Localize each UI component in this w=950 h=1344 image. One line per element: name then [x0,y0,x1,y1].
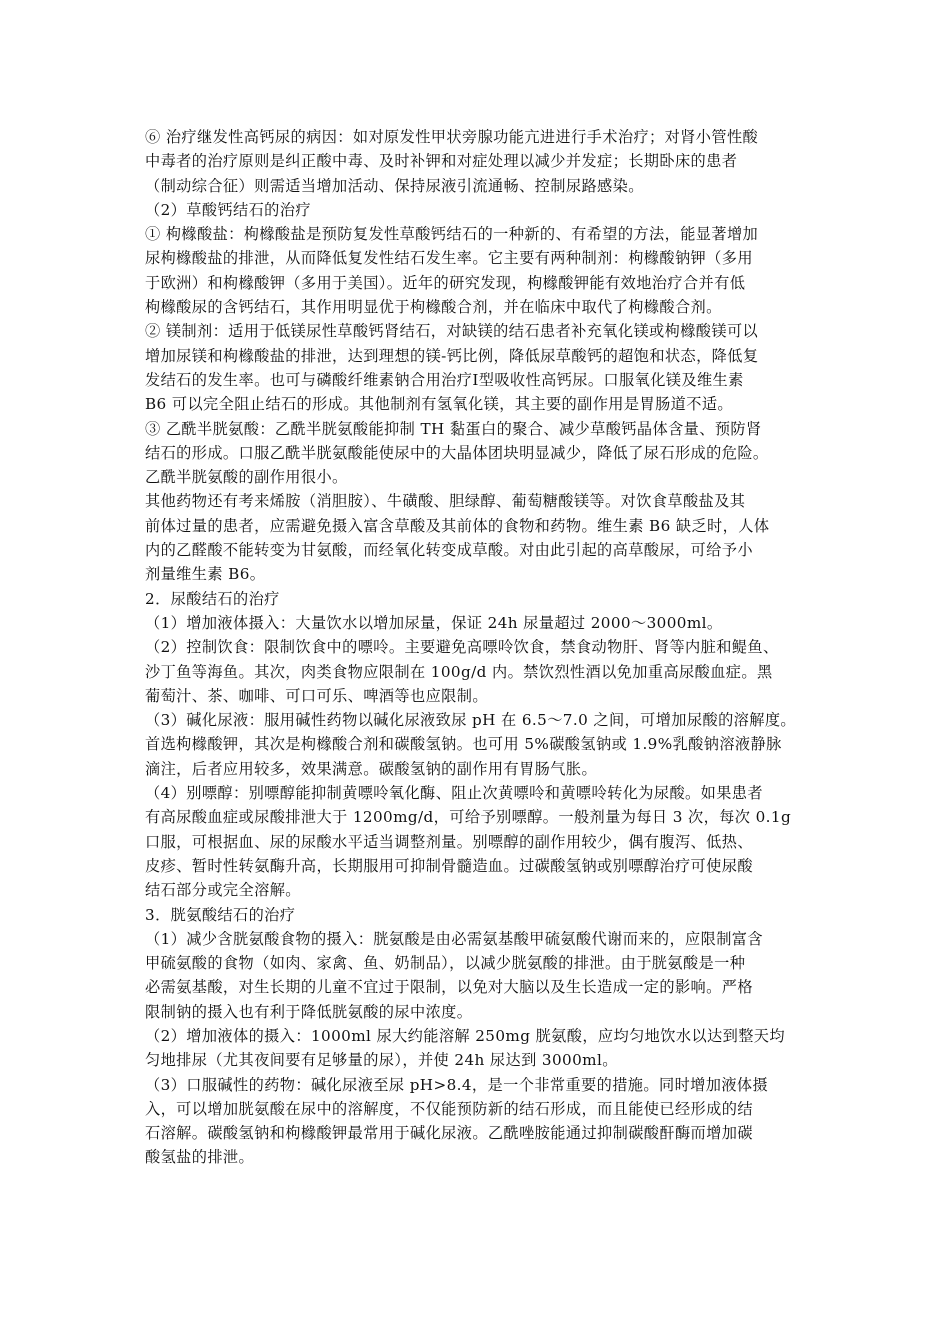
text-line: 入，可以增加胱氨酸在尿中的溶解度，不仅能预防新的结石形成，而且能使已经形成的结 [145,1099,753,1118]
text-line: ⑥ 治疗继发性高钙尿的病因：如对原发性甲状旁腺功能亢进进行手术治疗；对肾小管性酸 [145,128,759,146]
text-line: 石溶解。碳酸氢钠和枸橼酸钾最常用于碱化尿液。乙酰唑胺能通过抑制碳酸酐酶而增加碳 [145,1124,753,1143]
text-line: 结石部分或完全溶解。 [145,881,301,900]
text-line: B6 可以完全阻止结石的形成。其他制剂有氢氧化镁，其主要的副作用是胃肠道不适。 [145,395,734,414]
text-line: （1）增加液体摄入：大量饮水以增加尿量，保证 24h 尿量超过 2000～3000ml。 [145,613,723,632]
text-line: 有高尿酸血症或尿酸排泄大于 1200mg/d，可给予别嘌醇。一般剂量为每日 3 次，每次 0.1g [145,808,792,827]
text-line: 酸氢盐的排泄。 [145,1148,255,1167]
text-line: 增加尿镁和枸橼酸盐的排泄，达到理想的镁-钙比例，降低尿草酸钙的超饱和状态，降低复 [145,346,759,365]
text-line: 内的乙醛酸不能转变为甘氨酸，而经氧化转变成草酸。对由此引起的高草酸尿，可给予小 [145,541,753,560]
text-line: ② 镁制剂：适用于低镁尿性草酸钙肾结石，对缺镁的结石患者补充氧化镁或枸橼酸镁可以 [145,322,759,341]
text-line: 于欧洲）和枸橼酸钾（多用于美国）。近年的研究发现，枸橼酸钾能有效地治疗合并有低 [145,273,746,292]
text-line: 匀地排尿（尤其夜间要有足够量的尿），并使 24h 尿达到 3000ml。 [145,1051,618,1070]
section-heading: 3．胱氨酸结石的治疗 [145,905,296,924]
text-line: ③ 乙酰半胱氨酸：乙酰半胱氨酸能抑制 TH 黏蛋白的聚合、减少草酸钙晶体含量、预防肾 [145,419,762,438]
text-line: 必需氨基酸，对生长期的儿童不宜过于限制，以免对大脑以及生长造成一定的影响。严格 [145,978,753,997]
text-line: 沙丁鱼等海鱼。其次，肉类食物应限制在 100g/d 内。禁饮烈性酒以免加重高尿酸血症。黑 [145,662,773,681]
text-line: 首选枸橼酸钾，其次是枸橼酸合剂和碳酸氢钠。也可用 5%碳酸氢钠或 1.9%乳酸钠溶液静脉 [145,735,782,754]
text-line: （制动综合征）则需适当增加活动、保持尿液引流通畅、控制尿路感染。 [145,176,644,195]
text-line: ① 枸橼酸盐：枸橼酸盐是预防复发性草酸钙结石的一种新的、有希望的方法，能显著增加 [145,225,759,244]
text-line: （2）控制饮食：限制饮食中的嘌呤。主要避免高嘌呤饮食，禁食动物肝、肾等内脏和鳀鱼、 [145,638,779,657]
text-line: （4）别嘌醇：别嘌醇能抑制黄嘌呤氧化酶、阻止次黄嘌呤和黄嘌呤转化为尿酸。如果患者 [145,784,763,803]
section-heading: 2．尿酸结石的治疗 [145,589,280,608]
text-line: 限制钠的摄入也有利于降低胱氨酸的尿中浓度。 [145,1002,473,1021]
text-line: 滴注，后者应用较多，效果满意。碳酸氢钠的副作用有胃肠气胀。 [145,759,598,778]
text-line: 其他药物还有考来烯胺（消胆胺）、牛磺酸、胆绿醇、葡萄糖酸镁等。对饮食草酸盐及其 [145,492,746,511]
text-line: 口服，可根据血、尿的尿酸水平适当调整剂量。别嘌醇的副作用较少，偶有腹泻、低热、 [145,832,753,851]
text-line: 尿枸橼酸盐的排泄，从而降低复发性结石发生率。它主要有两种制剂：枸橼酸钠钾（多用 [145,249,753,268]
section-heading: （2）草酸钙结石的治疗 [145,200,311,219]
text-line: 中毒者的治疗原则是纠正酸中毒、及时补钾和对症处理以减少并发症；长期卧床的患者 [145,152,738,171]
document-body [145,125,815,1170]
text-line: （3）口服碱性的药物：碱化尿液至尿 pH>8.4，是一个非常重要的措施。同时增加液体摄 [145,1075,769,1094]
text-line: 枸橼酸尿的含钙结石，其作用明显优于枸橼酸合剂，并在临床中取代了枸橼酸合剂。 [145,298,722,317]
text-line: 前体过量的患者，应需避免摄入富含草酸及其前体的食物和药物。维生素 B6 缺乏时，人体 [145,516,770,535]
text-line: 发结石的发生率。也可与磷酸纤维素钠合用治疗Ⅰ型吸收性高钙尿。口服氧化镁及维生素 [145,370,744,389]
text-line: 皮疹、暂时性转氨酶升高，长期服用可抑制骨髓造血。过碳酸氢钠或别嘌醇治疗可使尿酸 [145,856,753,875]
text-line: 甲硫氨酸的食物（如肉、家禽、鱼、奶制品），以减少胱氨酸的排泄。由于胱氨酸是一种 [145,954,746,973]
text-line: 结石的形成。口服乙酰半胱氨酸能使尿中的大晶体团块明显减少，降低了尿石形成的危险。 [145,443,769,462]
text-line: （1）减少含胱氨酸食物的摄入：胱氨酸是由必需氨基酸甲硫氨酸代谢而来的，应限制富含 [145,929,763,948]
text-line: 剂量维生素 B6。 [145,565,266,584]
text-line: 乙酰半胱氨酸的副作用很小。 [145,468,348,487]
text-line: （3）碱化尿液：服用碱性药物以碱化尿液致尿 pH 在 6.5～7.0 之间，可增加尿酸的溶解度。 [145,711,797,730]
text-line: （2）增加液体的摄入：1000ml 尿大约能溶解 250mg 胱氨酸，应均匀地饮水以达到整天均 [145,1026,785,1045]
text-line: 葡萄汁、茶、咖啡、可口可乐、啤酒等也应限制。 [145,686,488,705]
